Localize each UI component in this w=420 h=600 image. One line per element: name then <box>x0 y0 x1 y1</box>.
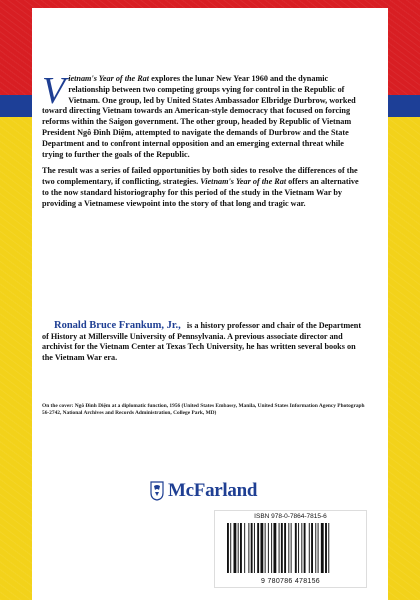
book-title-inline: ietnam's Year of the Rat <box>68 74 150 83</box>
blurb-paragraph-2-text-a: The result was a series of failed opportunities by both sides to resolve the differences of the two complementary, if conflicting, strategies. <box>42 166 358 187</box>
author-bio-text: is a history professor and chair of the Department of History at Millersville University of Pennsylvania. A previous associate director and archivist for the Vietnam Center at Texas Tech University, he has written several books on the Vietnam War era. <box>42 321 362 362</box>
publisher-name: McFarland <box>168 480 258 501</box>
drop-cap: V <box>42 70 66 112</box>
author-name: Ronald Bruce Frankum, Jr., <box>54 320 181 331</box>
isbn-digits: 9 780786 478156 <box>261 578 320 585</box>
barcode-icon <box>223 523 360 575</box>
isbn-label: ISBN 978-0-7864-7815-6 <box>254 513 327 520</box>
blurb-paragraph-2 <box>42 166 366 209</box>
author-bio <box>42 321 366 363</box>
blurb-paragraph-2-text-b: offers an alternative to the now standard historiography for this period of the study in the Vietnam War by providing a Vietnamese viewpoint into the story of that long and tragic war. <box>42 177 359 208</box>
publisher-logo <box>150 480 257 502</box>
blurb-paragraph-1 <box>42 70 366 160</box>
isbn-barcode <box>214 510 367 588</box>
book-title-inline-2: Vietnam's Year of the Rat <box>200 177 287 187</box>
mcfarland-crest-icon <box>150 481 164 501</box>
blurb-text <box>42 70 366 216</box>
cover-credit: On the cover: Ngô Đình Diệm at a diplomatic function, 1956 (United States Embassy, Manila, United States Information Agency Photograph 56-2742, National Archives and Records Administration, College Park, MD) <box>42 403 365 416</box>
blurb-paragraph-1-text: explores the lunar New Year 1960 and the dynamic relationship between two competing groups vying for control in the Republic of Vietnam. One group, led by United States Ambassador Elbridge Durbrow, worked toward directing Vietnam towards an American-style democracy that focused on forcing reforms within the Saigon government. The other group, headed by Republic of Vietnam President Ngô Đình Diệm, attempted to navigate the demands of Durbrow and the State Department and to confront internal opposition and an emerging external threat while trying to further the goals of the Republic. <box>42 74 356 159</box>
